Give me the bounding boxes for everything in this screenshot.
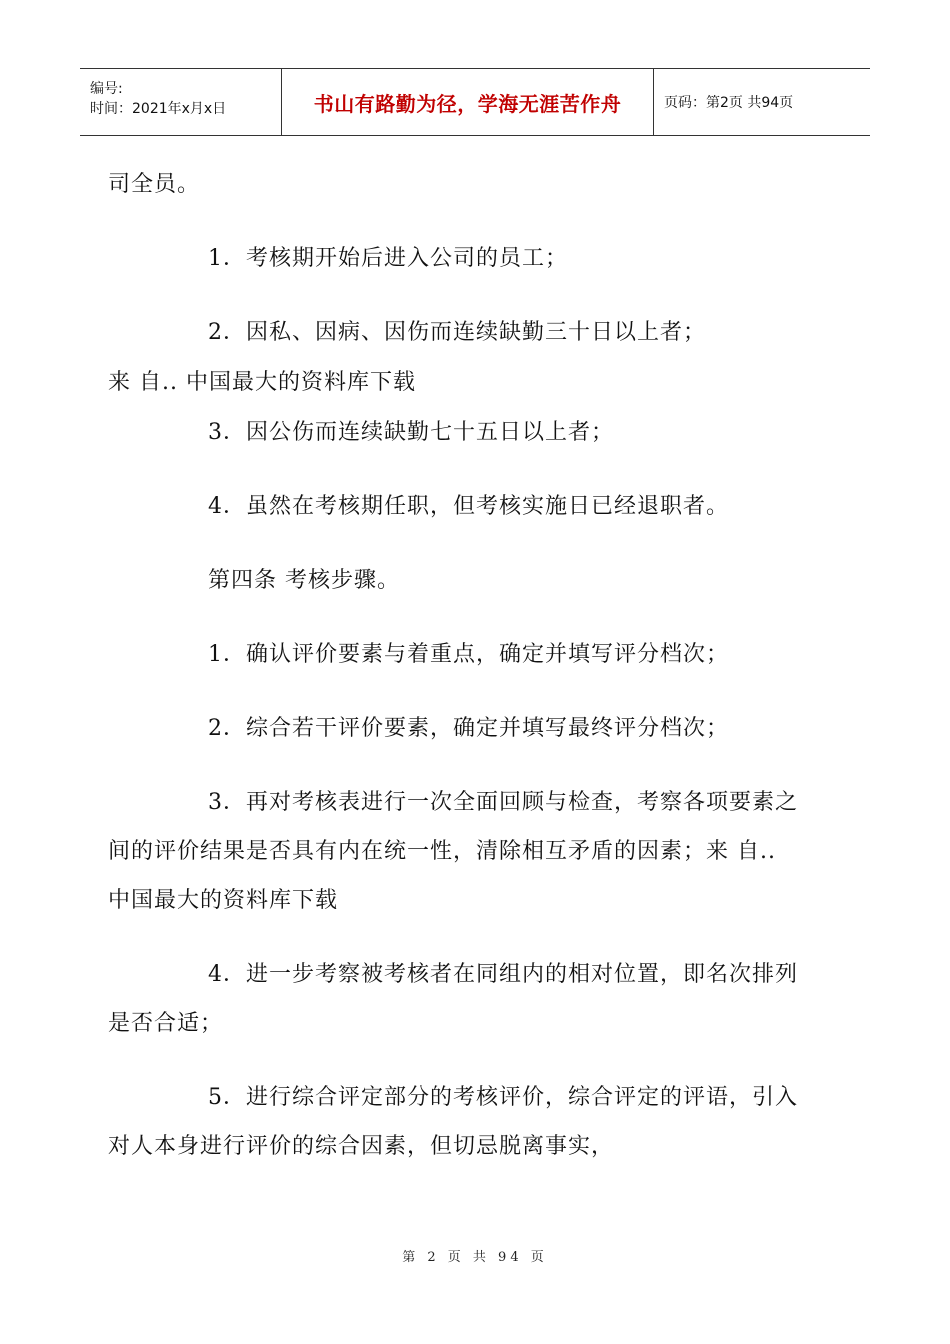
paragraph: 2．因私、因病、因伤而连续缺勤三十日以上者； xyxy=(208,320,706,345)
paragraph: 4．虽然在考核期任职，但考核实施日已经退职者。 xyxy=(208,494,729,519)
document-code: 编号: xyxy=(90,81,123,97)
paragraph: 1．确认评价要素与着重点，确定并填写评分档次； xyxy=(208,642,729,667)
paragraph: 3．因公伤而连续缺勤七十五日以上者； xyxy=(208,420,614,445)
document-time: 时间：2021年x月x日 xyxy=(90,101,227,117)
paragraph: 3．再对考核表进行一次全面回顾与检查，考察各项要素之间的评价结果是否具有内在统一性，清除相互矛盾的因素；来 自.. 中国最大的资料库下载 xyxy=(108,790,798,913)
paragraph: 2．综合若干评价要素，确定并填写最终评分档次； xyxy=(208,716,729,741)
section-heading: 第四条 考核步骤。 xyxy=(208,568,400,593)
paragraph: 4．进一步考察被考核者在同组内的相对位置，即名次排列是否合适； xyxy=(108,962,798,1036)
paragraph: 司全员。 xyxy=(108,172,201,197)
page-footer: 第 2 页 共 94 页 xyxy=(402,1250,548,1265)
document-body xyxy=(108,160,798,1171)
header-motto: 书山有路勤为径，学海无涯苦作舟 xyxy=(282,69,654,135)
page-header xyxy=(80,68,870,136)
paragraph: 1．考核期开始后进入公司的员工； xyxy=(208,246,568,271)
paragraph: 来 自.. 中国最大的资料库下载 xyxy=(108,370,416,395)
header-page-info: 页码：第2页 共94页 xyxy=(664,95,794,111)
paragraph: 5．进行综合评定部分的考核评价，综合评定的评语，引入对人本身进行评价的综合因素，但切忌脱离事实， xyxy=(108,1085,798,1159)
header-meta xyxy=(80,69,282,135)
